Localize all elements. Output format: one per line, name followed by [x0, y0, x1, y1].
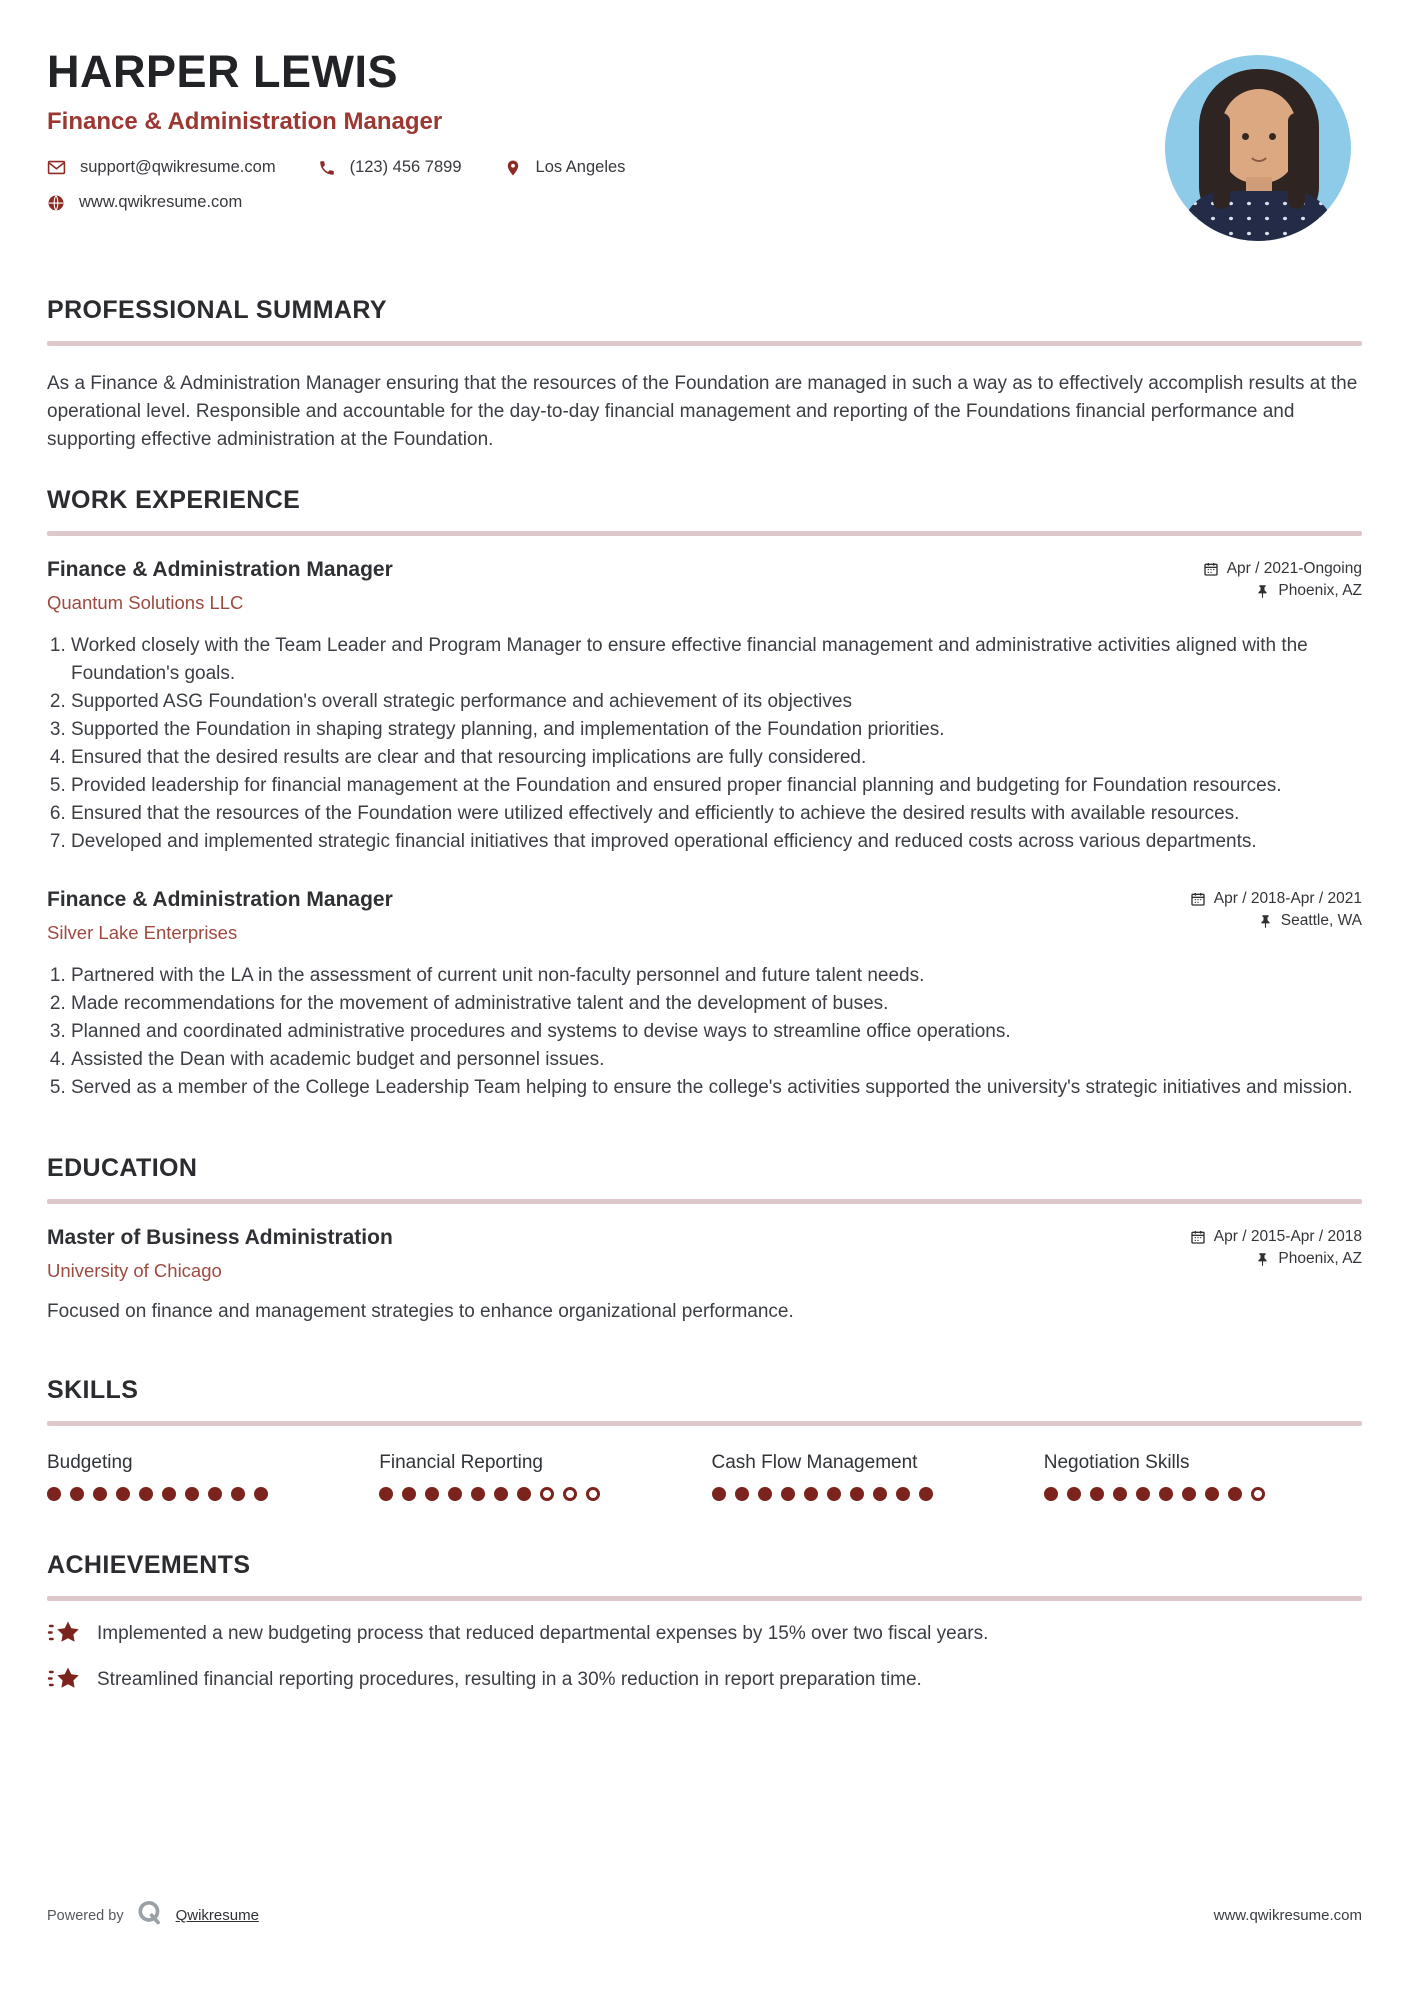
section-professional-summary	[47, 296, 1362, 454]
skill-rating-dot	[540, 1487, 554, 1501]
achievement-text: Streamlined financial reporting procedures, resulting in a 30% reduction in report preparation time.	[97, 1669, 922, 1690]
skill-rating-dot	[1159, 1487, 1173, 1501]
avatar-eye	[1269, 133, 1276, 140]
job-location	[1203, 582, 1362, 600]
contact-location	[504, 158, 626, 177]
education-heading: EDUCATION	[47, 1154, 198, 1182]
job-bullet: 7. Developed and implemented strategic financial initiatives that improved operational efficiency and reduced costs across various departments.	[71, 828, 1362, 856]
skill-rating-dot	[47, 1487, 61, 1501]
job-date	[1203, 560, 1362, 578]
person-name: HARPER LEWIS	[47, 46, 399, 97]
job-bullet: 4. Ensured that the desired results are clear and that resourcing implications are fully considered.	[71, 744, 1362, 772]
avatar-eye	[1242, 133, 1249, 140]
skill-name: Budgeting	[47, 1452, 133, 1473]
job-bullet-list	[47, 632, 1362, 856]
skill-rating-dot	[93, 1487, 107, 1501]
skill-rating	[47, 1487, 365, 1501]
skill-rating-dot	[254, 1487, 268, 1501]
job-bullet: 5. Served as a member of the College Leadership Team helping to ensure the college's activities supported the university's strategic initiatives and mission.	[71, 1074, 1362, 1102]
job-bullet: 6. Ensured that the resources of the Foundation were utilized effectively and efficiently to achieve the desired results with available resources.	[71, 800, 1362, 828]
skill-item	[379, 1452, 697, 1501]
job-meta	[1203, 558, 1362, 600]
education-degree: Master of Business Administration	[47, 1226, 393, 1249]
education-head	[47, 1226, 1362, 1282]
achievement-text: Implemented a new budgeting process that reduced departmental expenses by 15% over two fiscal years.	[97, 1623, 989, 1644]
education-meta	[1190, 1226, 1362, 1268]
achievement-star-icon	[47, 1665, 81, 1692]
avatar-hair-strand	[1288, 113, 1305, 209]
skill-rating-dot	[1182, 1487, 1196, 1501]
skill-rating-dot	[919, 1487, 933, 1501]
skill-rating-dot	[1044, 1487, 1058, 1501]
job-title: Finance & Administration Manager	[47, 558, 393, 581]
skill-rating-dot	[873, 1487, 887, 1501]
job-company: Silver Lake Enterprises	[47, 922, 238, 943]
contact-website[interactable]	[47, 193, 242, 212]
achievement-star-icon	[47, 1619, 81, 1646]
profile-photo	[1165, 55, 1351, 241]
contact-info	[47, 158, 1362, 212]
education-location-text: Phoenix, AZ	[1278, 1250, 1362, 1267]
skill-name: Cash Flow Management	[711, 1452, 918, 1473]
mail-icon	[47, 158, 66, 177]
job-entry-1	[47, 558, 1362, 856]
avatar-hair-strand	[1213, 113, 1230, 209]
job-title: Finance & Administration Manager	[47, 888, 393, 911]
contact-phone-text: (123) 456 7899	[349, 158, 462, 176]
avatar-face	[1222, 89, 1296, 183]
phone-icon	[318, 159, 336, 177]
skill-rating-dot	[827, 1487, 841, 1501]
education-school: University of Chicago	[47, 1260, 222, 1281]
skill-rating	[1044, 1487, 1362, 1501]
job-head	[47, 888, 1362, 944]
skill-rating-dot	[781, 1487, 795, 1501]
contact-website-text: www.qwikresume.com	[79, 193, 243, 211]
section-divider	[47, 1199, 1362, 1204]
job-location-text: Phoenix, AZ	[1278, 582, 1362, 599]
skill-rating-dot	[379, 1487, 393, 1501]
location-icon	[504, 159, 522, 177]
skill-rating-dot	[758, 1487, 772, 1501]
avatar-smile	[1248, 151, 1270, 162]
skill-rating-dot	[70, 1487, 84, 1501]
job-bullet-list	[47, 962, 1362, 1102]
avatar-body	[1182, 191, 1334, 241]
skill-item	[47, 1452, 365, 1501]
skill-name: Financial Reporting	[379, 1452, 543, 1473]
skill-rating-dot	[712, 1487, 726, 1501]
achievement-item	[47, 1621, 1362, 1647]
skill-name: Negotiation Skills	[1043, 1452, 1190, 1473]
job-location	[1190, 912, 1362, 930]
skill-rating-dot	[185, 1487, 199, 1501]
job-bullet: 4. Assisted the Dean with academic budget and personnel issues.	[71, 1046, 1362, 1074]
skills-heading: SKILLS	[47, 1376, 139, 1404]
skill-rating-dot	[563, 1487, 577, 1501]
skill-rating-dot	[402, 1487, 416, 1501]
job-bullet: 3. Planned and coordinated administrative procedures and systems to devise ways to streamline office operations.	[71, 1018, 1362, 1046]
skill-rating-dot	[850, 1487, 864, 1501]
powered-by-label: Powered by	[47, 1907, 124, 1924]
job-date	[1190, 890, 1362, 908]
job-company: Quantum Solutions LLC	[47, 592, 244, 613]
skill-rating-dot	[471, 1487, 485, 1501]
skill-rating	[712, 1487, 1030, 1501]
calendar-icon	[1203, 561, 1219, 577]
summary-heading: PROFESSIONAL SUMMARY	[47, 296, 387, 324]
skill-rating-dot	[896, 1487, 910, 1501]
section-work-experience	[47, 486, 1362, 1102]
globe-icon	[47, 194, 65, 212]
section-divider	[47, 531, 1362, 536]
skill-rating-dot	[1090, 1487, 1104, 1501]
job-date-text: Apr / 2021-Ongoing	[1226, 560, 1362, 577]
job-bullet: 2. Supported ASG Foundation's overall strategic performance and achievement of its objectives	[71, 688, 1362, 716]
education-date-text: Apr / 2015-Apr / 2018	[1213, 1228, 1362, 1245]
achievement-item	[47, 1667, 1362, 1693]
skill-rating-dot	[1228, 1487, 1242, 1501]
footer-branding	[47, 1899, 259, 1932]
skill-rating-dot	[231, 1487, 245, 1501]
pushpin-icon	[1255, 1252, 1270, 1267]
skill-rating-dot	[208, 1487, 222, 1501]
calendar-icon	[1190, 1229, 1206, 1245]
qwikresume-logo-icon	[136, 1899, 164, 1932]
section-education	[47, 1154, 1362, 1326]
education-location	[1190, 1250, 1362, 1268]
skill-rating-dot	[162, 1487, 176, 1501]
section-divider	[47, 1596, 1362, 1601]
skill-rating-dot	[517, 1487, 531, 1501]
calendar-icon	[1190, 891, 1206, 907]
section-divider	[47, 1421, 1362, 1426]
education-entry	[47, 1226, 1362, 1326]
contact-email[interactable]	[47, 158, 276, 177]
summary-text: As a Finance & Administration Manager ensuring that the resources of the Foundation are managed in such a way as to effectively accomplish results at the operational level. Responsible and accountable for the day-to-day financial management and reporting of the Foundations financial performance and supporting effective administration at the Foundation.	[47, 373, 1358, 450]
education-degree-school	[47, 1226, 393, 1282]
job-meta	[1190, 888, 1362, 930]
skill-item	[1044, 1452, 1362, 1501]
job-bullet: 1. Partnered with the LA in the assessment of current unit non-faculty personnel and future talent needs.	[71, 962, 1362, 990]
achievements-heading: ACHIEVEMENTS	[47, 1551, 251, 1579]
skills-grid	[47, 1452, 1362, 1501]
job-title-company	[47, 558, 393, 614]
skill-rating-dot	[735, 1487, 749, 1501]
section-skills	[47, 1376, 1362, 1501]
skill-rating-dot	[448, 1487, 462, 1501]
job-location-text: Seattle, WA	[1280, 912, 1362, 929]
pushpin-icon	[1258, 914, 1273, 929]
contact-email-text: support@qwikresume.com	[80, 158, 276, 176]
skill-rating	[379, 1487, 697, 1501]
section-achievements	[47, 1551, 1362, 1693]
skill-rating-dot	[804, 1487, 818, 1501]
job-bullet: 2. Made recommendations for the movement of administrative talent and the development of buses.	[71, 990, 1362, 1018]
skill-rating-dot	[586, 1487, 600, 1501]
job-bullet: 5. Provided leadership for financial management at the Foundation and ensured proper financial planning and budgeting for Foundation resources.	[71, 772, 1362, 800]
contact-row-1	[47, 158, 1362, 177]
skill-rating-dot	[1205, 1487, 1219, 1501]
person-job-title: Finance & Administration Manager	[47, 108, 443, 135]
job-head	[47, 558, 1362, 614]
skill-rating-dot	[494, 1487, 508, 1501]
skill-rating-dot	[139, 1487, 153, 1501]
education-date	[1190, 1228, 1362, 1246]
education-description: Focused on finance and management strategies to enhance organizational performance.	[47, 1301, 794, 1322]
job-date-text: Apr / 2018-Apr / 2021	[1213, 890, 1362, 907]
job-bullet: 1. Worked closely with the Team Leader and Program Manager to ensure effective financial management and administrative activities aligned with the Foundation's goals.	[71, 632, 1362, 688]
skill-rating-dot	[116, 1487, 130, 1501]
skill-rating-dot	[1136, 1487, 1150, 1501]
experience-heading: WORK EXPERIENCE	[47, 486, 301, 514]
skill-rating-dot	[1251, 1487, 1265, 1501]
pushpin-icon	[1255, 584, 1270, 599]
footer-website: www.qwikresume.com	[1213, 1907, 1362, 1924]
skill-rating-dot	[425, 1487, 439, 1501]
job-bullet: 3. Supported the Foundation in shaping strategy planning, and implementation of the Foundation priorities.	[71, 716, 1362, 744]
section-divider	[47, 341, 1362, 346]
skill-item	[712, 1452, 1030, 1501]
skill-rating-dot	[1067, 1487, 1081, 1501]
skill-rating-dot	[1113, 1487, 1127, 1501]
contact-phone	[318, 158, 462, 177]
qwikresume-link[interactable]: Qwikresume	[175, 1907, 259, 1924]
job-title-company	[47, 888, 393, 944]
contact-location-text: Los Angeles	[535, 158, 626, 176]
job-entry-2	[47, 888, 1362, 1102]
contact-row-2	[47, 193, 1362, 212]
resume-header	[47, 46, 1362, 212]
page-footer	[47, 1899, 1362, 1932]
